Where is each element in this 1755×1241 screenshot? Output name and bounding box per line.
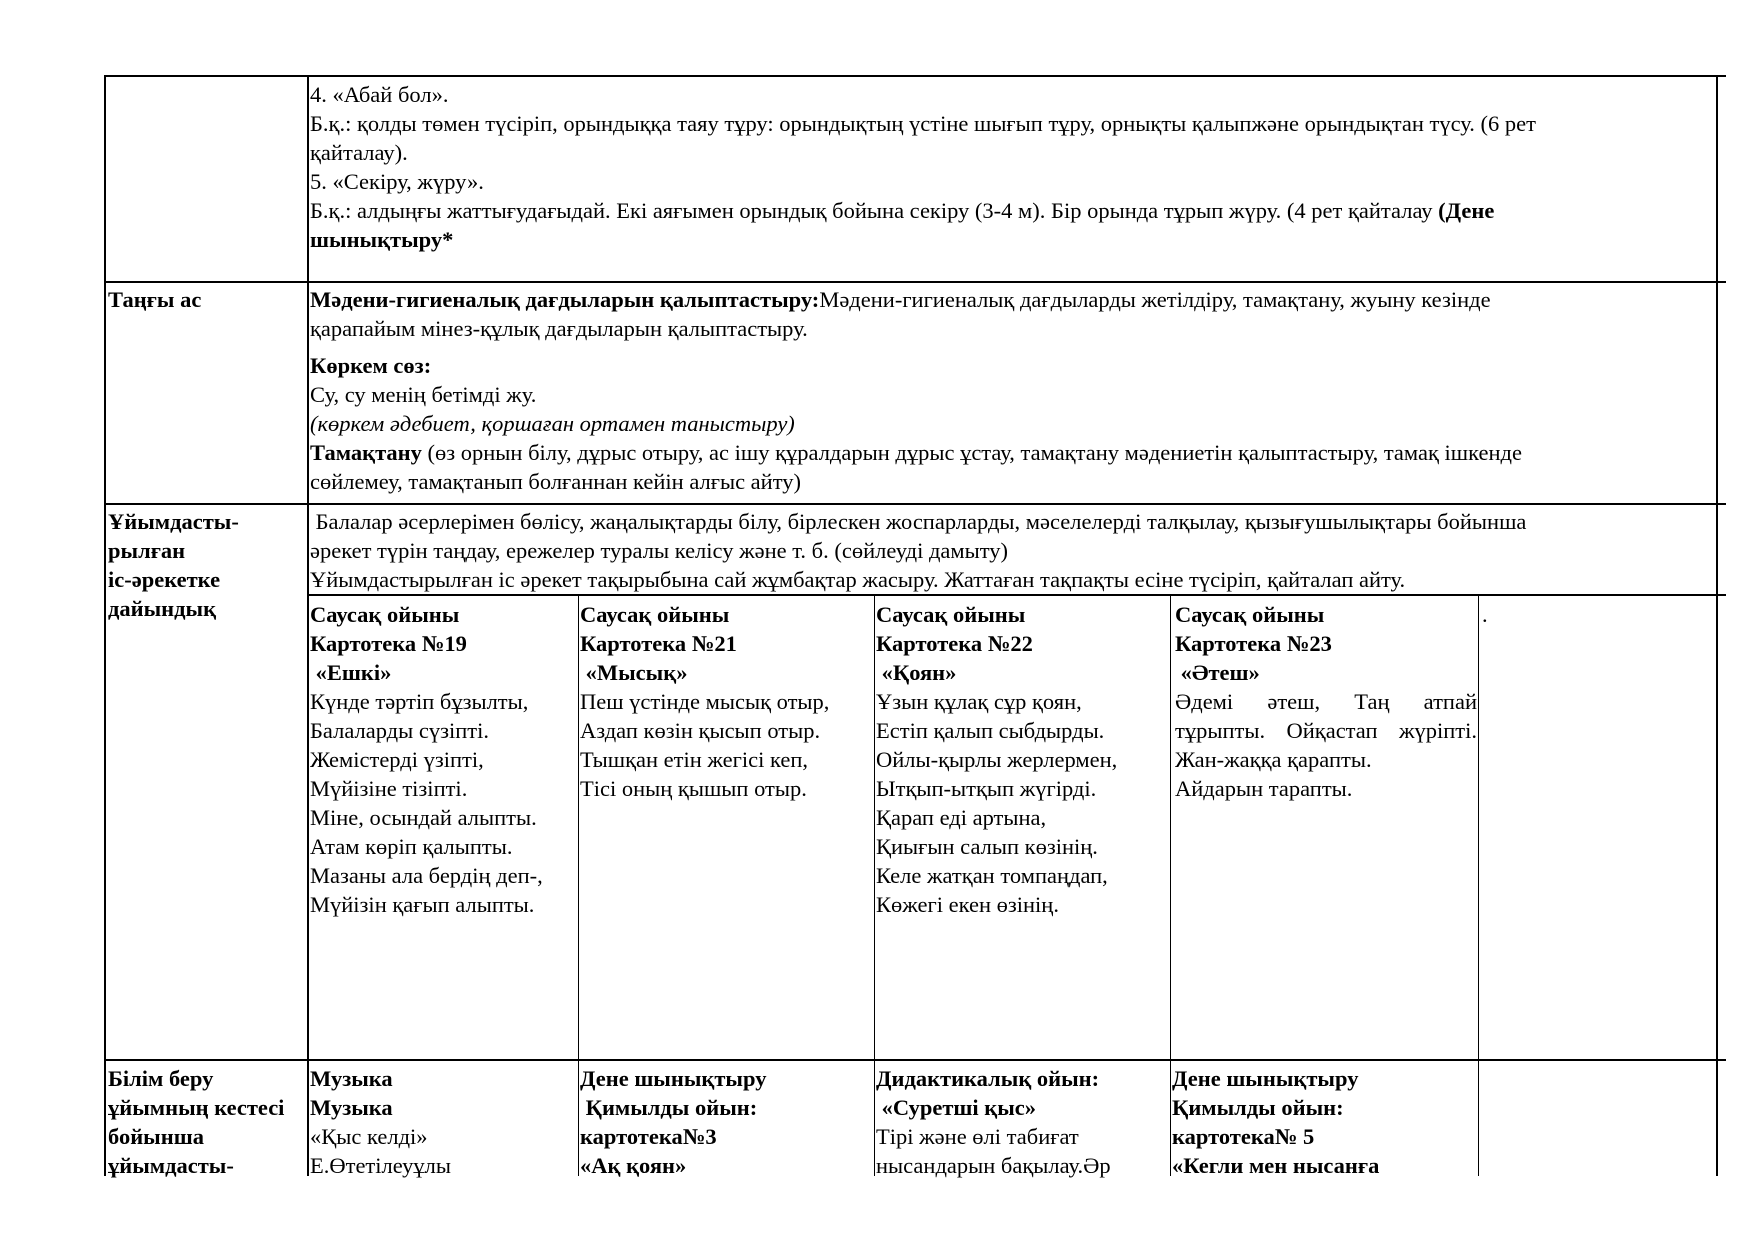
row1-line: 5. «Секіру, жүру». xyxy=(310,169,484,194)
activity-subtitle: Қимылды ойын: xyxy=(1172,1095,1344,1120)
row3-line: Ұйымдастырылған іс әрекет тақырыбына сай жұмбақтар жасыру. Жаттаған тақпақты есіне түсіріп, қайталап айту. xyxy=(310,567,1406,592)
row3-line: әрекет түрін таңдау, ережелер туралы келісу және т. б. (сөйлеуді дамыту) xyxy=(310,538,1009,563)
activity-line: «Ақ қоян» xyxy=(580,1153,687,1178)
game-line: Ытқып-ытқып жүгірді. xyxy=(876,776,1097,801)
table-rule-games xyxy=(308,594,1726,596)
table-border-left xyxy=(104,75,106,1176)
game-line: Жан-жаққа қарапты. xyxy=(1175,747,1372,772)
row2-italic-note: (көркем әдебиет, қоршаған ортамен таныстыру) xyxy=(310,411,795,436)
row1-line xyxy=(310,196,1710,225)
row3-content xyxy=(310,507,1710,594)
game-title: Саусақ ойыны xyxy=(1175,602,1325,627)
game-line: Күнде тәртіп бұзылты, xyxy=(310,689,529,714)
row5-label-line: бойынша xyxy=(108,1124,204,1149)
finger-game-card xyxy=(1175,600,1477,803)
game-line: Ұзын құлақ сұр қоян, xyxy=(876,689,1082,714)
activity-line: нысандарын бақылау.Әр xyxy=(876,1153,1111,1178)
row5-label xyxy=(108,1064,284,1180)
activity-line: Е.Өтетілеуұлы xyxy=(310,1153,452,1178)
game-name: «Мысық» xyxy=(580,660,688,685)
game-line: Мүйізін қағып алыпты. xyxy=(310,892,535,917)
game-card-number: Картотека №23 xyxy=(1175,631,1332,656)
row5-col1 xyxy=(310,1064,451,1180)
game-card-number: Картотека №22 xyxy=(876,631,1033,656)
finger-game-card xyxy=(580,600,872,803)
game-line: Міне, осындай алыпты. xyxy=(310,805,537,830)
table-col-divider-3 xyxy=(874,594,875,1176)
finger-game-card xyxy=(876,600,1168,919)
row2-line xyxy=(310,438,1710,467)
game-line: Естіп қалып сыбдырды. xyxy=(876,718,1105,743)
game-line: Келе жатқан томпаңдап, xyxy=(876,863,1108,888)
game-line: Әдемі әтеш, Таң атпай xyxy=(1175,689,1477,714)
activity-title: Дидактикалық ойын: xyxy=(876,1066,1100,1091)
hygiene-heading: Мәдени-гигиеналық дағдыларын қалыптастыру: xyxy=(310,287,820,312)
table-border-right xyxy=(1716,75,1718,1176)
activity-line: «Қыс келді» xyxy=(310,1124,428,1149)
row3-label-line: дайындық xyxy=(108,596,217,621)
row2-content xyxy=(310,285,1710,496)
game-name: «Қоян» xyxy=(876,660,957,685)
row3-line: Балалар әсерлерімен бөлісу, жаңалықтарды білу, бірлескен жоспарларды, мәселелерді талқылау, қызығушылықтары бойынша xyxy=(310,509,1527,534)
game-title: Саусақ ойыны xyxy=(580,602,730,627)
game-title: Саусақ ойыны xyxy=(876,602,1026,627)
table-rule-row2 xyxy=(104,281,1726,283)
row2-line: сөйлемеу, тамақтанып болғаннан кейін алғыс айту) xyxy=(310,469,801,494)
table-col-divider-5 xyxy=(1478,594,1479,1176)
game-line: Қиығын салып көзінің. xyxy=(876,834,1098,859)
row5-label-line: ұйымдасты- xyxy=(108,1153,234,1178)
table-col-divider-2 xyxy=(578,594,579,1176)
row1-line-bold: шынықтыру* xyxy=(310,227,454,252)
row2-label: Таңғы ас xyxy=(108,287,202,312)
row2-line: қарапайым мінез-құлық дағдыларын қалыптастыру. xyxy=(310,316,808,341)
game-line: Тышқан етін жегісі кеп, xyxy=(580,747,808,772)
activity-subtitle: «Суретші қыс» xyxy=(876,1095,1037,1120)
game-line: Қарап еді артына, xyxy=(876,805,1047,830)
empty-cell-dot: . xyxy=(1482,602,1488,627)
game-line: Көжегі екен өзінің. xyxy=(876,892,1059,917)
row5-label-line: Білім беру xyxy=(108,1066,214,1091)
row3-label-line: Ұйымдасты- xyxy=(108,509,239,534)
activity-subtitle: Қимылды ойын: xyxy=(580,1095,758,1120)
row1-line: қайталау). xyxy=(310,140,408,165)
game-card-number: Картотека №21 xyxy=(580,631,737,656)
game-line: Мүйізіне тізіпті. xyxy=(310,776,468,801)
row2-line xyxy=(310,285,1710,314)
row5-col2 xyxy=(580,1064,766,1180)
meal-heading: Тамақтану xyxy=(310,440,422,465)
activity-title: Дене шынықтыру xyxy=(1172,1066,1359,1091)
row5-label-line: ұйымның кестесі xyxy=(108,1095,285,1120)
game-line: Пеш үстінде мысық отыр, xyxy=(580,689,830,714)
row2-line: Су, су менің бетімді жу. xyxy=(310,382,537,407)
row5-col4 xyxy=(1172,1064,1379,1180)
game-line: Мазаны ала бердің деп-, xyxy=(310,863,543,888)
row1-line-text: Б.қ.: алдыңғы жаттығудағыдай. Екі аяғымен орындық бойына секіру (3-4 м). Бір орында тұрып жүру. (4 рет қайталау xyxy=(310,198,1439,223)
meal-text: (өз орнын білу, дұрыс отыру, ас ішу құралдарын дұрыс ұстау, тамақтану мәдениетін қалыптастыру, тамақ ішкенде xyxy=(421,440,1522,465)
table-rule-row3 xyxy=(104,503,1726,505)
table-col-divider-4 xyxy=(1170,594,1171,1176)
row5-col3 xyxy=(876,1064,1111,1180)
game-line: Айдарын тарапты. xyxy=(1175,776,1353,801)
activity-line: картотека№3 xyxy=(580,1124,717,1149)
table-rule-row5 xyxy=(104,1059,1726,1061)
game-line: тұрыпты. Ойқастап жүріпті. xyxy=(1175,718,1477,743)
finger-game-card xyxy=(310,600,576,919)
game-line: Аздап көзін қысып отыр. xyxy=(580,718,821,743)
row3-label-line: іс-әрекетке xyxy=(108,567,221,592)
activity-title: Музыка xyxy=(310,1066,393,1091)
row1-content xyxy=(310,80,1710,254)
table-border-top xyxy=(104,75,1726,77)
game-card-number: Картотека №19 xyxy=(310,631,467,656)
poetry-heading: Көркем сөз: xyxy=(310,353,432,378)
activity-title: Дене шынықтыру xyxy=(580,1066,767,1091)
game-name: «Әтеш» xyxy=(1175,660,1260,685)
table-col-divider-1 xyxy=(307,75,309,1176)
game-line: Ойлы-қырлы жерлермен, xyxy=(876,747,1118,772)
hygiene-text: Мәдени-гигиеналық дағдыларды жетілдіру, тамақтану, жуыну кезінде xyxy=(819,287,1491,312)
activity-line: «Кегли мен нысанға xyxy=(1172,1153,1380,1178)
row1-line: 4. «Абай бол». xyxy=(310,82,449,107)
game-line: Балаларды сүзіпті. xyxy=(310,718,490,743)
row1-line: Б.қ.: қолды төмен түсіріп, орындыққа таяу тұру: орындықтың үстіне шығып тұру, орнықты қалыпжәне орындықтан түсу. (6 рет xyxy=(310,111,1536,136)
row3-label-line: рылған xyxy=(108,538,186,563)
row3-label xyxy=(108,507,239,623)
row1-line-bold: (Дене xyxy=(1438,198,1495,223)
game-name: «Ешкі» xyxy=(310,660,392,685)
game-line: Атам көріп қалыпты. xyxy=(310,834,513,859)
game-line: Тісі оның қышып отыр. xyxy=(580,776,807,801)
activity-subtitle: Музыка xyxy=(310,1095,393,1120)
activity-line: Тірі және өлі табиғат xyxy=(876,1124,1079,1149)
game-title: Саусақ ойыны xyxy=(310,602,460,627)
game-line: Жемістерді үзіпті, xyxy=(310,747,484,772)
activity-line: картотека№ 5 xyxy=(1172,1124,1315,1149)
